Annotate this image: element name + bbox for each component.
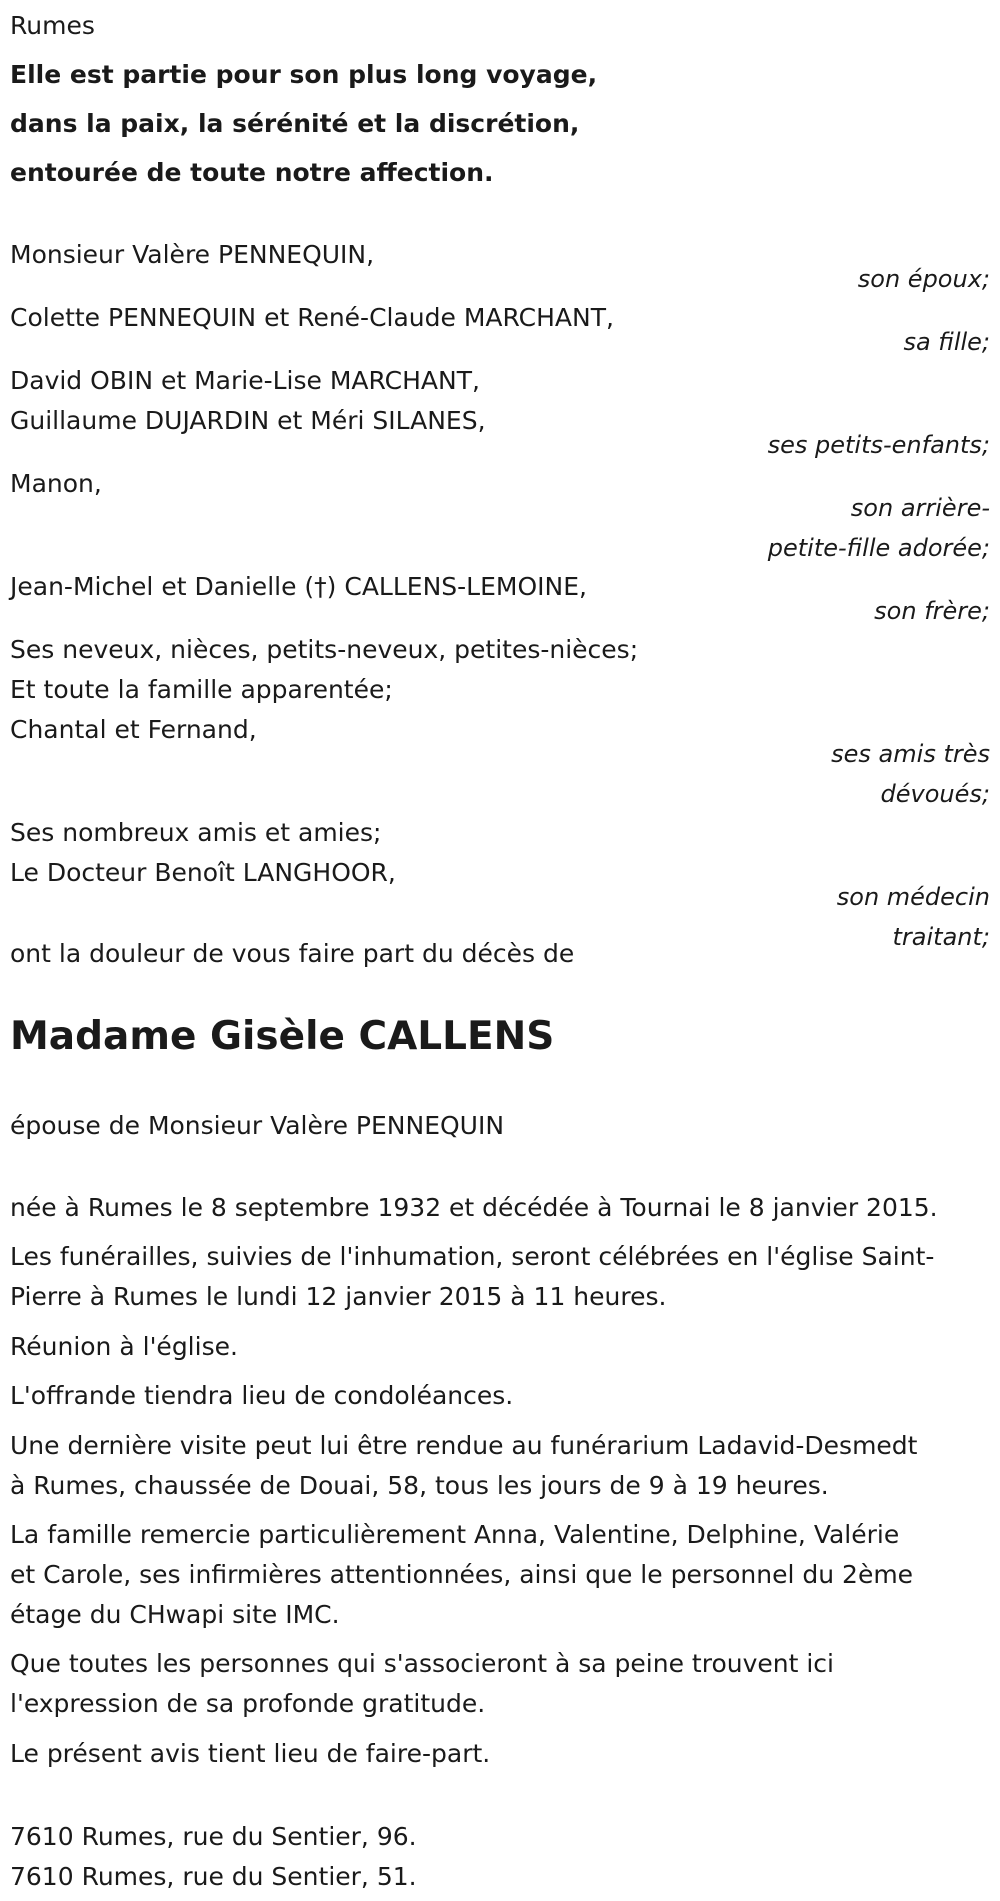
- thanks-line-3: étage du CHwapi site IMC.: [10, 1600, 340, 1629]
- grandchildren-line-1: David OBIN et Marie-Lise MARCHANT,: [10, 366, 480, 395]
- husband-role: son époux;: [857, 265, 990, 293]
- great-grandchild-name: Manon,: [10, 469, 102, 498]
- thanks-line-1: La famille remercie particulièrement Anna, Valentine, Delphine, Valérie: [10, 1520, 900, 1549]
- gratitude-line-1: Que toutes les personnes qui s'associeront à sa peine trouvent ici: [10, 1649, 834, 1678]
- great-grandchild-role-1: son arrière-: [850, 494, 990, 522]
- poem-line-3: entourée de toute notre affection.: [10, 158, 494, 187]
- visit-line-1: Une dernière visite peut lui être rendue au funérarium Ladavid-Desmedt: [10, 1431, 918, 1460]
- relatives-line-2: Et toute la famille apparentée;: [10, 675, 393, 704]
- great-grandchild-role-2: petite-fille adorée;: [767, 534, 990, 562]
- grandchildren-line-2: Guillaume DUJARDIN et Méri SILANES,: [10, 406, 486, 435]
- friends-name: Chantal et Fernand,: [10, 715, 257, 744]
- brother-role: son frère;: [874, 597, 990, 625]
- poem-line-2: dans la paix, la sérénité et la discrétion,: [10, 109, 580, 138]
- relatives-line-1: Ses neveux, nièces, petits-neveux, petites-nièces;: [10, 635, 639, 664]
- friends-role-2: dévoués;: [880, 780, 990, 808]
- funeral-line-2: Pierre à Rumes le lundi 12 janvier 2015 à 11 heures.: [10, 1282, 667, 1311]
- brother-name: Jean-Michel et Danielle (†) CALLENS-LEMOINE,: [10, 572, 587, 601]
- doctor-role-2: traitant;: [892, 923, 990, 951]
- meeting-line: Réunion à l'église.: [10, 1332, 238, 1361]
- doctor-name: Le Docteur Benoît LANGHOOR,: [10, 858, 396, 887]
- funeral-line-1: Les funérailles, suivies de l'inhumation, seront célébrées en l'église Saint-: [10, 1242, 935, 1271]
- place-label: Rumes: [10, 11, 95, 40]
- visit-line-2: à Rumes, chaussée de Douai, 58, tous les jours de 9 à 19 heures.: [10, 1471, 829, 1500]
- notice-line: Le présent avis tient lieu de faire-part.: [10, 1739, 491, 1768]
- grandchildren-role: ses petits-enfants;: [767, 431, 990, 459]
- many-friends-line: Ses nombreux amis et amies;: [10, 818, 382, 847]
- birth-death-line: née à Rumes le 8 septembre 1932 et décédée à Tournai le 8 janvier 2015.: [10, 1193, 938, 1222]
- address-line-1: 7610 Rumes, rue du Sentier, 96.: [10, 1822, 417, 1851]
- announcement-line: ont la douleur de vous faire part du décès de: [10, 939, 575, 968]
- daughter-role: sa fille;: [903, 328, 990, 356]
- offering-line: L'offrande tiendra lieu de condoléances.: [10, 1381, 514, 1410]
- address-line-2: 7610 Rumes, rue du Sentier, 51.: [10, 1862, 417, 1891]
- daughter-name: Colette PENNEQUIN et René-Claude MARCHANT,: [10, 303, 614, 332]
- deceased-name: Madame Gisèle CALLENS: [10, 1014, 555, 1059]
- friends-role-1: ses amis très: [831, 740, 990, 768]
- gratitude-line-2: l'expression de sa profonde gratitude.: [10, 1689, 486, 1718]
- poem-line-1: Elle est partie pour son plus long voyage,: [10, 60, 598, 89]
- thanks-line-2: et Carole, ses infirmières attentionnées, ainsi que le personnel du 2ème: [10, 1560, 914, 1589]
- spouse-line: épouse de Monsieur Valère PENNEQUIN: [10, 1111, 505, 1140]
- doctor-role-1: son médecin: [836, 883, 990, 911]
- husband-name: Monsieur Valère PENNEQUIN,: [10, 240, 375, 269]
